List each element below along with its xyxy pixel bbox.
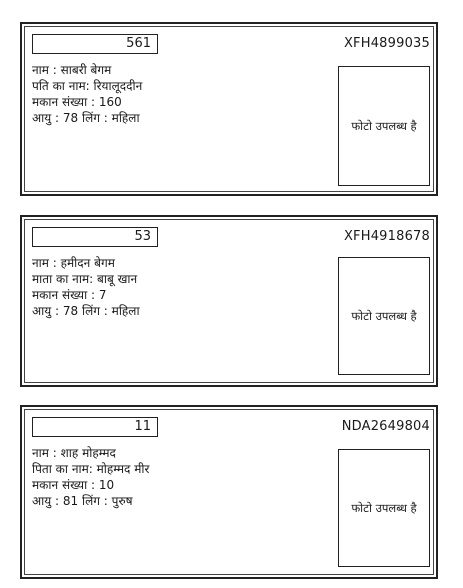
house-number: मकान संख्या : 7 [32, 288, 107, 302]
house-number: मकान संख्या : 160 [32, 95, 122, 109]
voter-details [32, 445, 149, 509]
photo-placeholder: फोटो उपलब्ध है [338, 257, 430, 375]
voter-card-3 [20, 405, 438, 579]
house-number: मकान संख्या : 10 [32, 478, 115, 492]
voter-name: नाम : हमीदन बेगम [32, 256, 115, 270]
epic-id: XFH4899035 [343, 36, 430, 51]
serial-number-box: 561 [32, 34, 158, 54]
relation-name: पिता का नाम: मोहम्मद मीर [32, 462, 150, 476]
voter-card-1 [20, 22, 438, 196]
voter-name: नाम : साबरी बेगम [32, 63, 112, 77]
voter-details [32, 62, 142, 126]
voter-card-2 [20, 215, 438, 387]
relation-name: माता का नाम: बाबू खान [32, 272, 138, 286]
age-gender: आयु : 78 लिंग : महिला [32, 111, 140, 125]
age-gender: आयु : 81 लिंग : पुरुष [32, 494, 133, 508]
epic-id: XFH4918678 [343, 229, 430, 244]
epic-id: NDA2649804 [341, 419, 430, 434]
serial-number-box: 11 [32, 417, 158, 437]
age-gender: आयु : 78 लिंग : महिला [32, 304, 140, 318]
relation-name: पति का नाम: रियालूददीन [32, 79, 143, 93]
photo-placeholder: फोटो उपलब्ध है [338, 66, 430, 186]
serial-number-box: 53 [32, 227, 158, 247]
voter-details [32, 255, 140, 319]
photo-placeholder: फोटो उपलब्ध है [338, 449, 430, 567]
voter-name: नाम : शाह मोहम्मद [32, 446, 116, 460]
